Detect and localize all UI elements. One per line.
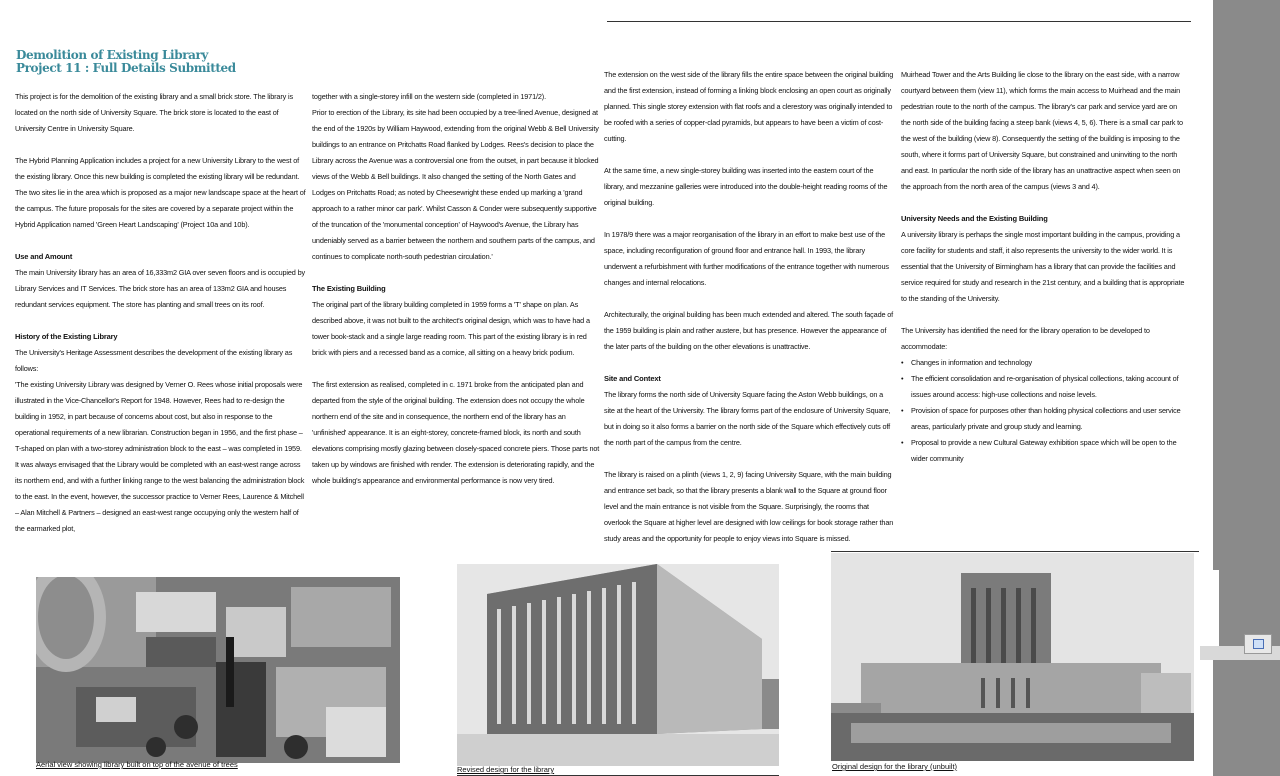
paragraph: Architecturally, the original building has been much extended and altered. The south façade of the 1959 building is plain and rather austere, but has presence. However the appearance of the later parts of the building on the other elevations is unattractive. — [604, 310, 894, 351]
title-line-1: Demolition of Existing Library — [16, 48, 209, 62]
paragraph: The library is raised on a plinth (views 1, 2, 9) facing University Square, with the main building and entrance set back, so that the library presents a blank wall to the Square at ground floor level and the main entrance is not visible from the Square. Surprisingly, the rooms that overlook the Square at higher level are designed with low ceilings for book storage rather than study areas and the opportunity for people to enjoy views into Square is missed. — [604, 470, 894, 543]
paragraph: In 1978/9 there was a major reorganisation of the library in an effort to make best use of the space, including reconfiguration of ground floor and entrance hall. In 1993, the library underwent a refurbishment with further modifications of the entrance together with numerous changes and internal relocations. — [604, 230, 889, 287]
aerial-photo — [36, 577, 400, 763]
panel-notch — [1213, 570, 1219, 646]
paragraph: The library forms the north side of University Square facing the Aston Webb buildings, on a site at the heart of the University. The library forms part of the enclosure of University Square, but in doing so it also forms a barrier on the north side of the Square which effectively cuts off the north part of the campus from the centre. — [604, 390, 891, 447]
paragraph: The Hybrid Planning Application includes a project for a new University Library to the west of the existing library. Once this new building is completed the existing library will be redundant. The two sites lie in the area which is proposed as a major new landscape space at the heart of the campus. The future proposals for the sites are covered by a separate project within the Hybrid Application named 'Green Heart Landscaping' (Project 10a and 10b). — [15, 156, 306, 229]
aerial-photo-image — [36, 577, 400, 763]
paragraph: The first extension as realised, completed in c. 1971 broke from the anticipated plan and departed from the style of the original building. The extension does not occupy the whole northern end of the site and in consequence, the northern end of the library has an 'unfinished' appearance. It is an eight-storey, concrete-framed block, its north and south elevations comprising mostly glazing between closely-spaced concrete piers. Those parts not taken up by windows are finished with render. The extension is deteriorating rapidly, and the whole building's appearance and environmental performance is now very tired. — [312, 380, 600, 485]
viewer-side-panel — [1213, 0, 1280, 776]
list-item: • Proposal to provide a new Cultural Gateway exhibition space which will be open to the wider community — [901, 435, 1185, 467]
text-column-2 — [312, 89, 600, 505]
original-design-image — [831, 553, 1194, 761]
page-icon — [1253, 639, 1264, 649]
revised-design-photo — [457, 564, 779, 766]
section-heading-existing: The Existing Building — [312, 284, 386, 293]
paragraph: This project is for the demolition of the existing library and a small brick store. The library is located on the north side of University Square. The brick store is located to the east of University Centre in University Square. — [15, 92, 293, 133]
text-column-3 — [604, 67, 894, 563]
paragraph: The original part of the library building completed in 1959 forms a 'T' shape on plan. As described above, it was not built to the architect's original design, which was to have had a tower book-stack and a single large reading room. This part of the existing library is in red brick with piers and a recessed band as a cornice, all sitting on a heavy brick podium. — [312, 300, 590, 357]
title-line-2: Project 11 : Full Details Submitted — [16, 61, 236, 75]
list-item: • Changes in information and technology — [901, 355, 1185, 371]
paragraph: The University has identified the need for the library operation to be developed to accommodate: — [901, 326, 1150, 351]
page-title — [16, 49, 236, 75]
original-caption: Original design for the library (unbuilt) — [832, 762, 958, 771]
paragraph: A university library is perhaps the single most important building in the campus, providing a core facility for students and staff, it also represents the university to the wider world. It is essential that the University of Birmingham has a library that can provide the facilities and service required for study and research in the 21st century, and a building that is appropriate to the standing of the University. — [901, 230, 1185, 303]
text-column-4 — [901, 67, 1185, 467]
paragraph: together with a single-storey infill on the western side (completed in 1971/2). — [312, 92, 546, 101]
paragraph: Muirhead Tower and the Arts Building lie close to the library on the east side, with a narrow courtyard between them (view 11), which forms the main access to Muirhead and the main pedestrian route to the north of the campus. The library's car park and service yard are on the north side of the building facing a steep bank (views 4, 5, 6). There is a small car park to the west of the building (view 8). Consequently the setting of the building is imposing to the south, where it forms part of University Square, but constrained and uninviting to the north and east. In particular the north side of the library has an unattractive aspect when seen on the approach from the north area of the campus (views 3 and 4). — [901, 70, 1183, 191]
photo-rule — [831, 551, 1199, 552]
aerial-caption: Aerial view showing library built on top of the avenue of trees — [36, 760, 238, 769]
paragraph: The University's Heritage Assessment describes the development of the existing library as follows: — [15, 348, 293, 373]
section-heading-site: Site and Context — [604, 374, 661, 383]
section-heading-history: History of the Existing Library — [15, 332, 118, 341]
paragraph: At the same time, a new single-storey building was inserted into the eastern court of the library, and mezzanine galleries were introduced into the double-height reading rooms of the original building. — [604, 166, 888, 207]
original-design-photo — [831, 553, 1194, 761]
section-heading-use: Use and Amount — [15, 252, 73, 261]
revised-caption: Revised design for the library — [457, 765, 555, 774]
text-column-1 — [15, 89, 307, 553]
section-heading-needs: University Needs and the Existing Building — [901, 214, 1048, 223]
revised-design-image — [457, 564, 779, 766]
page-thumbnail-button[interactable] — [1244, 634, 1272, 654]
top-rule — [607, 21, 1191, 22]
list-item: • Provision of space for purposes other than holding physical collections and user service areas, particularly private and group study and learning. — [901, 403, 1185, 435]
paragraph: The extension on the west side of the library fills the entire space between the original building and the first extension, instead of forming a linking block enclosing an open court as originally planned. This single storey extension with flat roofs and a clerestory was originally intended to be roofed with a series of copper-clad pyramids, but appears to have been a victim of cost-cutting. — [604, 70, 894, 143]
needs-list — [901, 355, 1185, 467]
paragraph: The main University library has an area of 16,333m2 GIA over seven floors and is occupied by Library Services and IT Services. The brick store has an area of 133m2 GIA and houses redundant services equipment. The store has planting and small trees on its roof. — [15, 268, 305, 309]
list-item: • The efficient consolidation and re-organisation of physical collections, taking account of issues around access: high-use collections and noise levels. — [901, 371, 1185, 403]
quote-paragraph: 'The existing University Library was designed by Verner O. Rees whose initial proposals were illustrated in the Vice-Chancellor's Report for 1948. However, Rees had to re-design the building in 1952, in part because of concerns about cost, but also in response to the operational requirements of a new librarian. Construction began in 1956, and the first phase – T-shaped on plan with a two-storey administration block to the east – was completed in 1959. It was always envisaged that the Library would be completed with an east-west range across its northern end, and with a further linking range to the west balancing the administration block to the east. In the event, however, the successor practice to Verner Rees, Laurence & Mitchell – Alan Mitchell & Partners – designed an east-west range occupying only the western half of the earmarked plot, — [15, 380, 305, 533]
paragraph: Prior to erection of the Library, its site had been occupied by a tree-lined Avenue, designed at the end of the 1920s by William Haywood, extending from the original Webb & Bell University buildings to an entrance on Pritchatts Road flanked by Lodges. Rees's decision to place the Library across the Avenue was a controversial one from the outset, in part because it blocked views of the Webb & Bell buildings. It also changed the setting of the North Gates and Lodges on Pritchatts Road; as noted by Cheesewright these ended up marking a 'grand approach to a rather minor car park'. Whilst Casson & Conder were subsequently supportive of the truncation of the 'monumental conception' of Haywood's Avenue, the Library has undeniably served as a barrier between the northern and southern parts of the campus, and continues to complicate north-south pedestrian circulation.' — [312, 108, 599, 261]
